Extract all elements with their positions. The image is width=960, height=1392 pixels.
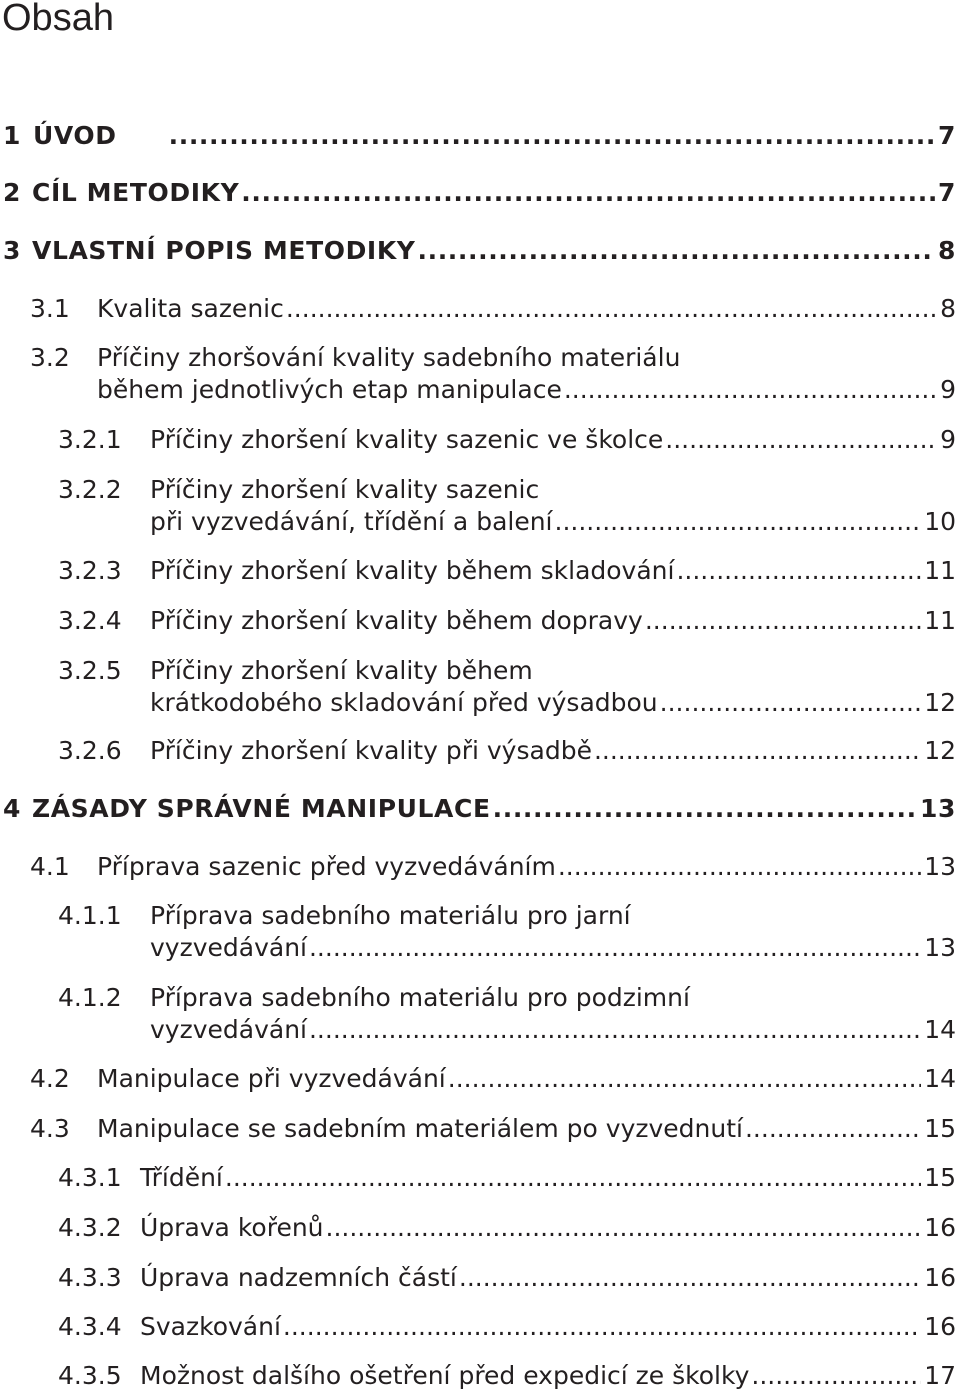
toc-entry-title: ÚVOD — [33, 121, 117, 150]
leader-dots — [745, 1113, 921, 1145]
toc-entry[interactable] — [58, 1162, 956, 1194]
toc-entry-page: 11 — [924, 606, 956, 635]
toc-entry-page: 16 — [924, 1312, 956, 1341]
toc-entry-number: 3.2.5 — [58, 656, 122, 685]
toc-entry-number: 3.1 — [30, 294, 70, 323]
toc-entry-page: 9 — [940, 425, 956, 454]
toc-entry-title: Příčiny zhoršení kvality během skladování — [150, 556, 675, 585]
toc-entry-number: 3 — [3, 236, 21, 265]
toc-entry[interactable] — [58, 655, 956, 719]
toc-entry[interactable] — [58, 424, 956, 456]
toc-entry-page: 13 — [924, 852, 956, 881]
leader-dots — [283, 1311, 921, 1343]
toc-entry-number: 4.3.5 — [58, 1361, 122, 1390]
toc-entry-number: 1 — [3, 121, 21, 150]
toc-entry[interactable] — [30, 1113, 956, 1145]
toc-entry-page: 14 — [924, 1015, 956, 1044]
toc-entry-page: 15 — [924, 1114, 956, 1143]
toc-entry-title: Příprava sazenic před vyzvedáváním — [97, 852, 556, 881]
toc-entry-number: 3.2.3 — [58, 556, 122, 585]
toc-entry-number: 3.2.1 — [58, 425, 122, 454]
toc-entry[interactable] — [3, 235, 956, 267]
toc-entry-title-continued: vyzvedávání — [150, 933, 307, 962]
toc-entry-title-continued: při vyzvedávání, třídění a balení — [150, 507, 553, 536]
toc-entry-page: 14 — [924, 1064, 956, 1093]
toc-entry-number: 4.2 — [30, 1064, 70, 1093]
toc-entry[interactable] — [58, 900, 956, 964]
toc-entry-number: 4.1 — [30, 852, 70, 881]
leader-dots — [309, 1014, 921, 1046]
toc-entry[interactable] — [30, 1063, 956, 1095]
toc-entry-number: 3.2.6 — [58, 736, 122, 765]
leader-dots — [286, 293, 937, 325]
toc-entry-title-continued: vyzvedávání — [150, 1015, 307, 1044]
toc-entry-title: Manipulace při vyzvedávání — [97, 1064, 446, 1093]
toc-entry-title: Příčiny zhoršení kvality sazenic ve školce — [150, 425, 664, 454]
toc-entry[interactable] — [30, 293, 956, 325]
toc-entry-title: ZÁSADY SPRÁVNÉ MANIPULACE — [32, 794, 491, 823]
toc-entry-page: 15 — [924, 1163, 956, 1192]
toc-entry-page: 12 — [924, 688, 956, 717]
toc-entry-title: Třídění — [140, 1163, 223, 1192]
toc-entry-number: 4.3 — [30, 1114, 70, 1143]
toc-entry[interactable] — [30, 342, 956, 406]
toc-entry-number: 2 — [3, 178, 21, 207]
toc-entry-number: 3.2.2 — [58, 475, 122, 504]
leader-dots — [594, 735, 921, 767]
toc-entry-title: VLASTNÍ POPIS METODIKY — [32, 236, 416, 265]
leader-dots — [493, 793, 917, 825]
leader-dots — [241, 177, 935, 209]
toc-entry-number: 4.1.1 — [58, 901, 122, 930]
toc-entry-title: Svazkování — [140, 1312, 281, 1341]
leader-dots — [225, 1162, 921, 1194]
toc-entry[interactable] — [58, 605, 956, 637]
toc-entry-title: Manipulace se sadebním materiálem po vyzvednutí — [97, 1114, 743, 1143]
toc-entry-title: Příčiny zhoršení kvality sazenic — [150, 475, 540, 504]
leader-dots — [418, 235, 935, 267]
toc-entry[interactable] — [58, 1360, 956, 1392]
toc-entry-number: 4.3.4 — [58, 1312, 122, 1341]
toc-entry-page: 7 — [938, 121, 956, 150]
leader-dots — [676, 555, 921, 587]
toc-entry-number: 4 — [3, 794, 21, 823]
toc-entry-title-continued: krátkodobého skladování před výsadbou — [150, 688, 658, 717]
toc-entry-title: Příčiny zhoršení kvality během dopravy — [150, 606, 643, 635]
toc-entry-page: 10 — [924, 507, 956, 536]
toc-entry-page: 12 — [924, 736, 956, 765]
toc-entry[interactable] — [58, 735, 956, 767]
toc-entry[interactable] — [30, 851, 956, 883]
toc-entry-page: 13 — [920, 794, 956, 823]
toc-entry-title: Příprava sadebního materiálu pro jarní — [150, 901, 631, 930]
toc-entry[interactable] — [3, 177, 956, 209]
toc-entry-page: 16 — [924, 1213, 956, 1242]
toc-entry-title: Kvalita sazenic — [97, 294, 284, 323]
toc-entry-title: Příčiny zhoršení kvality během — [150, 656, 533, 685]
leader-dots — [665, 424, 937, 456]
leader-dots — [448, 1063, 921, 1095]
toc-entry-number: 4.1.2 — [58, 983, 122, 1012]
toc-entry-title: Možnost dalšího ošetření před expedicí ze školky — [140, 1361, 750, 1390]
leader-dots — [558, 851, 921, 883]
leader-dots — [326, 1212, 922, 1244]
leader-dots — [751, 1360, 921, 1392]
toc-entry-title: CÍL METODIKY — [32, 178, 240, 207]
toc-entry-page: 11 — [924, 556, 956, 585]
leader-dots — [555, 506, 922, 538]
toc-entry-title: Úprava kořenů — [140, 1213, 324, 1242]
leader-dots — [169, 120, 935, 152]
toc-entry-title: Příprava sadebního materiálu pro podzimní — [150, 983, 690, 1012]
page-title: Obsah — [2, 0, 114, 39]
toc-entry[interactable] — [58, 1262, 956, 1294]
leader-dots — [660, 687, 922, 719]
toc-entry-page: 7 — [938, 178, 956, 207]
toc-entry-title: Příčiny zhoršení kvality při výsadbě — [150, 736, 592, 765]
leader-dots — [309, 932, 921, 964]
toc-entry[interactable] — [58, 1311, 956, 1343]
toc-entry-number: 4.3.2 — [58, 1213, 122, 1242]
toc-entry-number: 3.2 — [30, 343, 70, 372]
toc-entry-page: 13 — [924, 933, 956, 962]
toc-entry-title: Příčiny zhoršování kvality sadebního materiálu — [97, 343, 681, 372]
toc-entry-title: Úprava nadzemních částí — [140, 1263, 457, 1292]
toc-entry[interactable] — [3, 793, 956, 825]
toc-entry-title-continued: během jednotlivých etap manipulace — [97, 375, 562, 404]
toc-entry-number: 4.3.1 — [58, 1163, 122, 1192]
toc-entry-page: 8 — [940, 294, 956, 323]
toc-entry-page: 17 — [924, 1361, 956, 1390]
toc-entry[interactable] — [58, 982, 956, 1046]
leader-dots — [564, 374, 937, 406]
toc-entry-page: 9 — [940, 375, 956, 404]
toc-entry-number: 4.3.3 — [58, 1263, 122, 1292]
toc-entry-page: 16 — [924, 1263, 956, 1292]
toc-entry-number: 3.2.4 — [58, 606, 122, 635]
toc-entry[interactable] — [3, 120, 956, 152]
leader-dots — [645, 605, 921, 637]
toc-entry-page: 8 — [938, 236, 956, 265]
leader-dots — [459, 1262, 921, 1294]
toc-entry[interactable] — [58, 555, 956, 587]
toc-entry[interactable] — [58, 474, 956, 538]
toc-entry[interactable] — [58, 1212, 956, 1244]
